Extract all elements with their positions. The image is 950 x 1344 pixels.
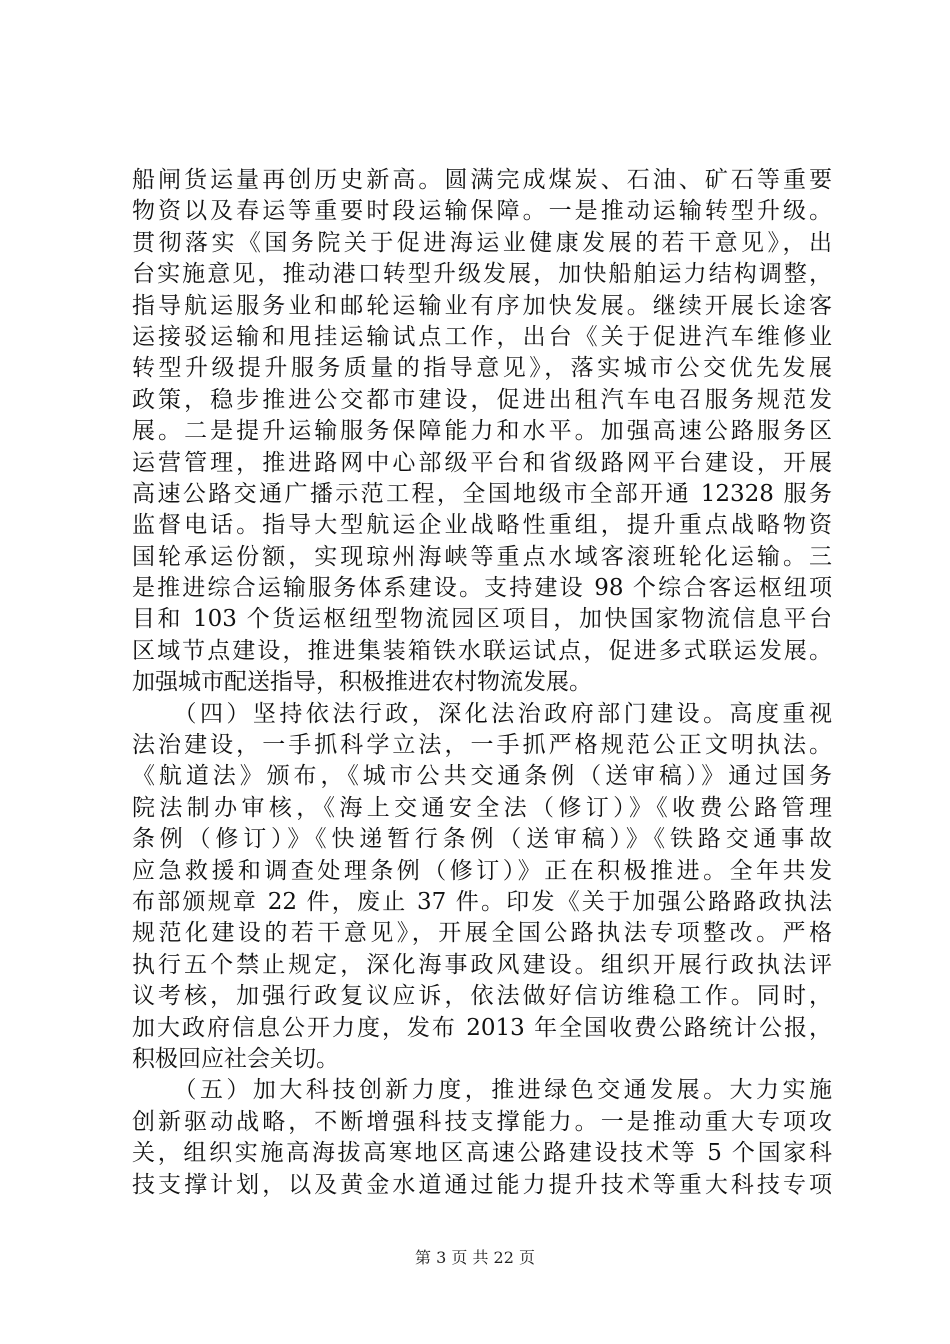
text-line: 运营管理，推进路网中心部级平台和省级路网平台建设，开展 — [132, 449, 832, 476]
text-line: 《航道法》颁布，《城市公共交通条例（送审稿）》通过国务 — [132, 763, 832, 790]
text-line: 议考核，加强行政复议应诉，依法做好信访维稳工作。同时， — [132, 983, 832, 1010]
text-line: 积极回应社会关切。 — [132, 1045, 339, 1072]
text-line: 贯彻落实《国务院关于促进海运业健康发展的若干意见》，出 — [132, 229, 832, 256]
text-line: 法治建设，一手抓科学立法，一手抓严格规范公正文明执法。 — [132, 732, 832, 759]
text-line: 加大政府信息公开力度，发布 2013 年全国收费公路统计公报， — [132, 1014, 832, 1041]
text-line: 关，组织实施高海拔高寒地区高速公路建设技术等 5 个国家科 — [132, 1140, 832, 1167]
text-line: 船闸货运量再创历史新高。圆满完成煤炭、石油、矿石等重要 — [132, 167, 832, 193]
text-line: 应急救援和调查处理条例（修订）》正在积极推进。全年共发 — [132, 857, 832, 884]
text-line: 布部颁规章 22 件，废止 37 件。印发《关于加强公路路政执法 — [132, 888, 832, 915]
page-footer: 第 3 页 共 22 页 — [415, 1248, 535, 1267]
text-line: 物资以及春运等重要时段运输保障。一是推动运输转型升级。 — [132, 198, 832, 225]
document-body — [132, 165, 832, 1201]
text-line: 展。二是提升运输服务保障能力和水平。加强高速公路服务区 — [132, 418, 832, 445]
text-line: 规范化建设的若干意见》，开展全国公路执法专项整改。严格 — [132, 920, 832, 947]
text-line: 转型升级提升服务质量的指导意见》，落实城市公交优先发展 — [132, 355, 832, 382]
text-line: 加强城市配送指导，积极推进农村物流发展。 — [132, 669, 592, 696]
text-line: 创新驱动战略，不断增强科技支撑能力。一是推动重大专项攻 — [132, 1108, 832, 1135]
text-line: （五）加大科技创新力度，推进绿色交通发展。大力实施 — [132, 1077, 832, 1104]
text-line: 院法制办审核，《海上交通安全法（修订）》《收费公路管理 — [132, 794, 832, 821]
text-line: 是推进综合运输服务体系建设。支持建设 98 个综合客运枢纽项 — [132, 575, 832, 602]
text-line: 技支撑计划，以及黄金水道通过能力提升技术等重大科技专项 — [132, 1171, 832, 1198]
text-line: 高速公路交通广播示范工程，全国地级市全部开通 12328 服务 — [132, 480, 832, 507]
text-line: 运接驳运输和甩挂运输试点工作，出台《关于促进汽车维修业 — [132, 323, 832, 350]
text-line: （四）坚持依法行政，深化法治政府部门建设。高度重视 — [132, 700, 832, 727]
text-line: 台实施意见，推动港口转型升级发展，加快船舶运力结构调整， — [132, 261, 832, 288]
text-line: 政策，稳步推进公交都市建设，促进出租汽车电召服务规范发 — [132, 386, 832, 413]
text-line: 条例（修订）》《快递暂行条例（送审稿）》《铁路交通事故 — [132, 826, 832, 853]
text-line: 目和 103 个货运枢纽型物流园区项目，加快国家物流信息平台 — [132, 606, 832, 633]
text-line: 国轮承运份额，实现琼州海峡等重点水域客滚班轮化运输。三 — [132, 543, 832, 570]
text-line: 区域节点建设，推进集装箱铁水联运试点，促进多式联运发展。 — [132, 637, 832, 664]
text-line: 监督电话。指导大型航运企业战略性重组，提升重点战略物资 — [132, 512, 832, 539]
text-line: 执行五个禁止规定，深化海事政风建设。组织开展行政执法评 — [132, 951, 832, 978]
text-line: 指导航运服务业和邮轮运输业有序加快发展。继续开展长途客 — [132, 292, 832, 319]
